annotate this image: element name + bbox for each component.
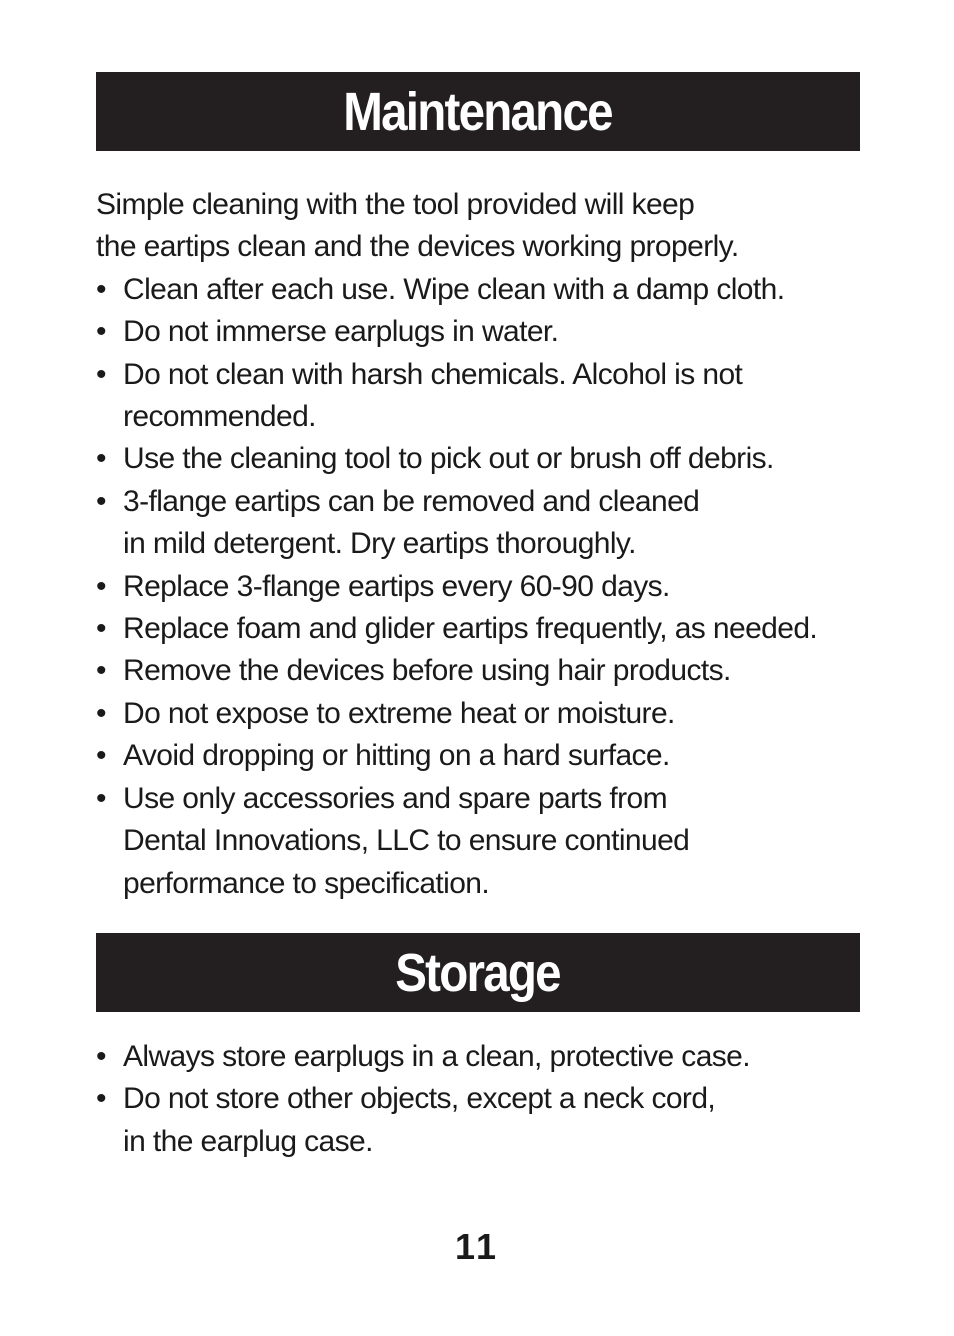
maintenance-list-item: [96, 354, 866, 439]
bullet-icon: •: [96, 315, 106, 349]
maintenance-section: [96, 184, 866, 905]
maintenance-list-item: [96, 608, 866, 650]
maintenance-list-item-text: Do not expose to extreme heat or moisture.: [123, 696, 675, 730]
storage-list-item-text: Always store earplugs in a clean, protective case.: [123, 1040, 750, 1073]
maintenance-list-item: [96, 311, 866, 353]
maintenance-heading-banner: [96, 72, 860, 151]
bullet-icon: •: [96, 781, 106, 815]
maintenance-list-item-text: Avoid dropping or hitting on a hard surface.: [123, 739, 670, 773]
bullet-icon: •: [96, 1082, 106, 1116]
storage-heading-banner: [96, 933, 860, 1012]
storage-section: [96, 1036, 866, 1163]
storage-title: Storage: [395, 942, 561, 1003]
maintenance-intro: Simple cleaning with the tool provided will keep the eartips clean and the devices working properly.: [96, 188, 739, 264]
maintenance-list-item: [96, 481, 866, 566]
maintenance-list-item-text: 3-flange eartips can be removed and cleaned in mild detergent. Dry eartips thoroughly.: [123, 484, 700, 561]
maintenance-list-item-text: Replace 3-flange eartips every 60-90 days.: [123, 569, 670, 603]
maintenance-list-item: [96, 650, 866, 692]
maintenance-list-item-text: Remove the devices before using hair products.: [123, 654, 731, 688]
bullet-icon: •: [96, 1040, 106, 1073]
maintenance-list-item-text: Do not clean with harsh chemicals. Alcohol is not recommended.: [123, 357, 743, 434]
maintenance-list-item: [96, 269, 866, 311]
bullet-icon: •: [96, 272, 106, 306]
bullet-icon: •: [96, 442, 106, 476]
maintenance-list-item-text: Do not immerse earplugs in water.: [123, 315, 559, 349]
storage-list-item: [96, 1078, 866, 1163]
bullet-icon: •: [96, 739, 106, 773]
maintenance-list-item-text: Use only accessories and spare parts from Dental Innovations, LLC to ensure continued performance to specification.: [123, 781, 690, 900]
maintenance-title: Maintenance: [343, 81, 613, 142]
storage-list-item: [96, 1036, 866, 1078]
page-number: 11: [454, 1226, 500, 1267]
maintenance-list-item: [96, 566, 866, 608]
maintenance-list-item: [96, 735, 866, 777]
bullet-icon: •: [96, 357, 106, 391]
storage-list-item-text: Do not store other objects, except a neck cord, in the earplug case.: [123, 1082, 716, 1158]
bullet-icon: •: [96, 569, 106, 603]
bullet-icon: •: [96, 484, 106, 518]
bullet-icon: •: [96, 612, 106, 646]
maintenance-list-item: [96, 438, 866, 480]
maintenance-list-item-text: Use the cleaning tool to pick out or brush off debris.: [123, 442, 774, 476]
maintenance-list-item-text: Replace foam and glider eartips frequently, as needed.: [123, 612, 818, 646]
maintenance-list-item: [96, 778, 866, 905]
maintenance-list-item: [96, 693, 866, 735]
bullet-icon: •: [96, 696, 106, 730]
maintenance-list-item-text: Clean after each use. Wipe clean with a damp cloth.: [123, 272, 785, 306]
bullet-icon: •: [96, 654, 106, 688]
